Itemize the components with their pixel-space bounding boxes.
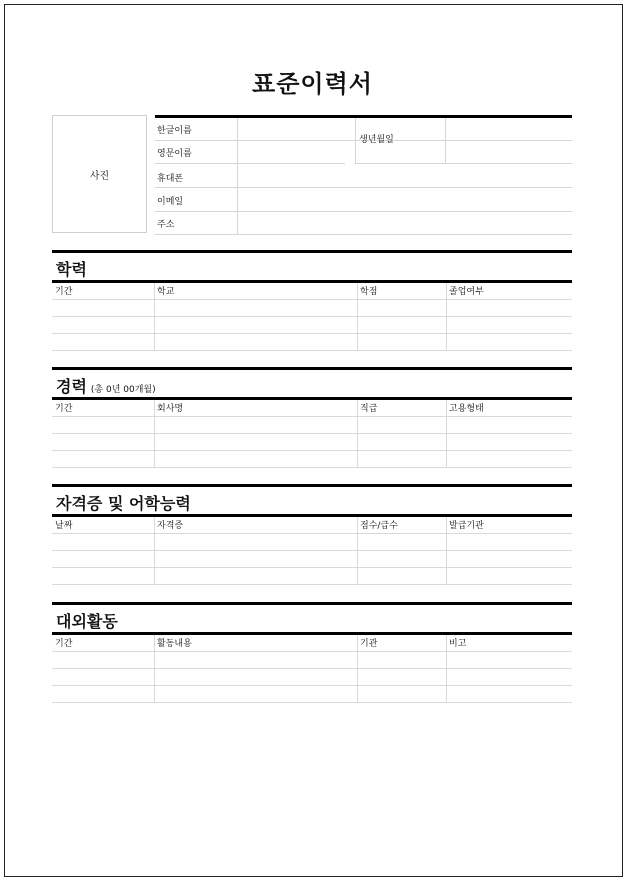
column-divider (154, 635, 155, 703)
col-header: 기간 (55, 404, 73, 414)
column-divider (446, 517, 447, 585)
column-divider (357, 635, 358, 703)
column-divider (357, 517, 358, 585)
education-table (52, 283, 572, 351)
certificates-section (52, 484, 572, 585)
korean-name-input[interactable] (238, 118, 355, 140)
email-input[interactable] (238, 189, 572, 211)
activities-title: 대외활동 (56, 612, 118, 631)
col-header: 점수/급수 (360, 521, 398, 531)
table-row[interactable] (52, 417, 572, 434)
phone-label: 휴대폰 (157, 174, 184, 184)
career-title: 경력 (56, 377, 87, 396)
col-header: 졸업여부 (449, 287, 484, 297)
table-row[interactable] (52, 551, 572, 568)
career-table (52, 400, 572, 468)
col-header: 발급기관 (449, 521, 484, 531)
career-title-wrap (56, 374, 156, 397)
col-header: 고용형태 (449, 404, 484, 414)
career-header (52, 367, 572, 400)
certificates-header (52, 484, 572, 517)
column-divider (357, 400, 358, 468)
col-header: 기관 (360, 639, 378, 649)
column-divider (446, 400, 447, 468)
certificates-table (52, 517, 572, 585)
address-label: 주소 (157, 220, 175, 230)
table-header-row (52, 635, 572, 652)
table-row[interactable] (52, 652, 572, 669)
activities-section (52, 602, 572, 703)
career-subtitle: (총 0년 00개월) (90, 385, 156, 395)
page-title: 표준이력서 (252, 70, 373, 98)
table-row[interactable] (52, 686, 572, 703)
col-header: 기간 (55, 639, 73, 649)
col-header: 학교 (157, 287, 175, 297)
certificates-title: 자격증 및 어학능력 (56, 494, 191, 513)
column-divider (446, 635, 447, 703)
education-header (52, 250, 572, 283)
birthdate-label: 생년월일 (359, 135, 394, 145)
phone-input[interactable] (238, 165, 572, 187)
column-divider (154, 517, 155, 585)
table-row[interactable] (52, 534, 572, 551)
profile-info-table (155, 115, 572, 235)
career-section (52, 367, 572, 468)
table-row[interactable] (52, 300, 572, 317)
table-row[interactable] (52, 568, 572, 585)
col-header: 직급 (360, 404, 378, 414)
table-row[interactable] (52, 669, 572, 686)
birthdate-input[interactable] (446, 118, 572, 163)
korean-name-label: 한글이름 (157, 126, 192, 136)
table-row[interactable] (52, 317, 572, 334)
education-section (52, 250, 572, 351)
education-title: 학력 (56, 260, 87, 279)
col-header: 활동내용 (157, 639, 192, 649)
photo-box[interactable] (52, 115, 147, 233)
activities-header (52, 602, 572, 635)
table-row[interactable] (52, 434, 572, 451)
address-input[interactable] (238, 213, 572, 234)
table-row[interactable] (52, 451, 572, 468)
email-label: 이메일 (157, 197, 184, 207)
col-header: 자격증 (157, 521, 184, 531)
table-header-row (52, 283, 572, 300)
column-divider (154, 283, 155, 351)
profile-block (52, 115, 572, 235)
col-header: 회사명 (157, 404, 184, 414)
photo-label: 사진 (89, 170, 110, 182)
birthdate-divider-left (355, 118, 356, 164)
col-header: 비고 (449, 639, 467, 649)
activities-table (52, 635, 572, 703)
col-header: 기간 (55, 287, 73, 297)
column-divider (154, 400, 155, 468)
table-header-row (52, 517, 572, 534)
column-divider (357, 283, 358, 351)
column-divider (446, 283, 447, 351)
table-row[interactable] (52, 334, 572, 351)
col-header: 학점 (360, 287, 378, 297)
english-name-label: 영문이름 (157, 149, 192, 159)
col-header: 날짜 (55, 521, 73, 531)
english-name-input[interactable] (238, 142, 355, 164)
table-header-row (52, 400, 572, 417)
